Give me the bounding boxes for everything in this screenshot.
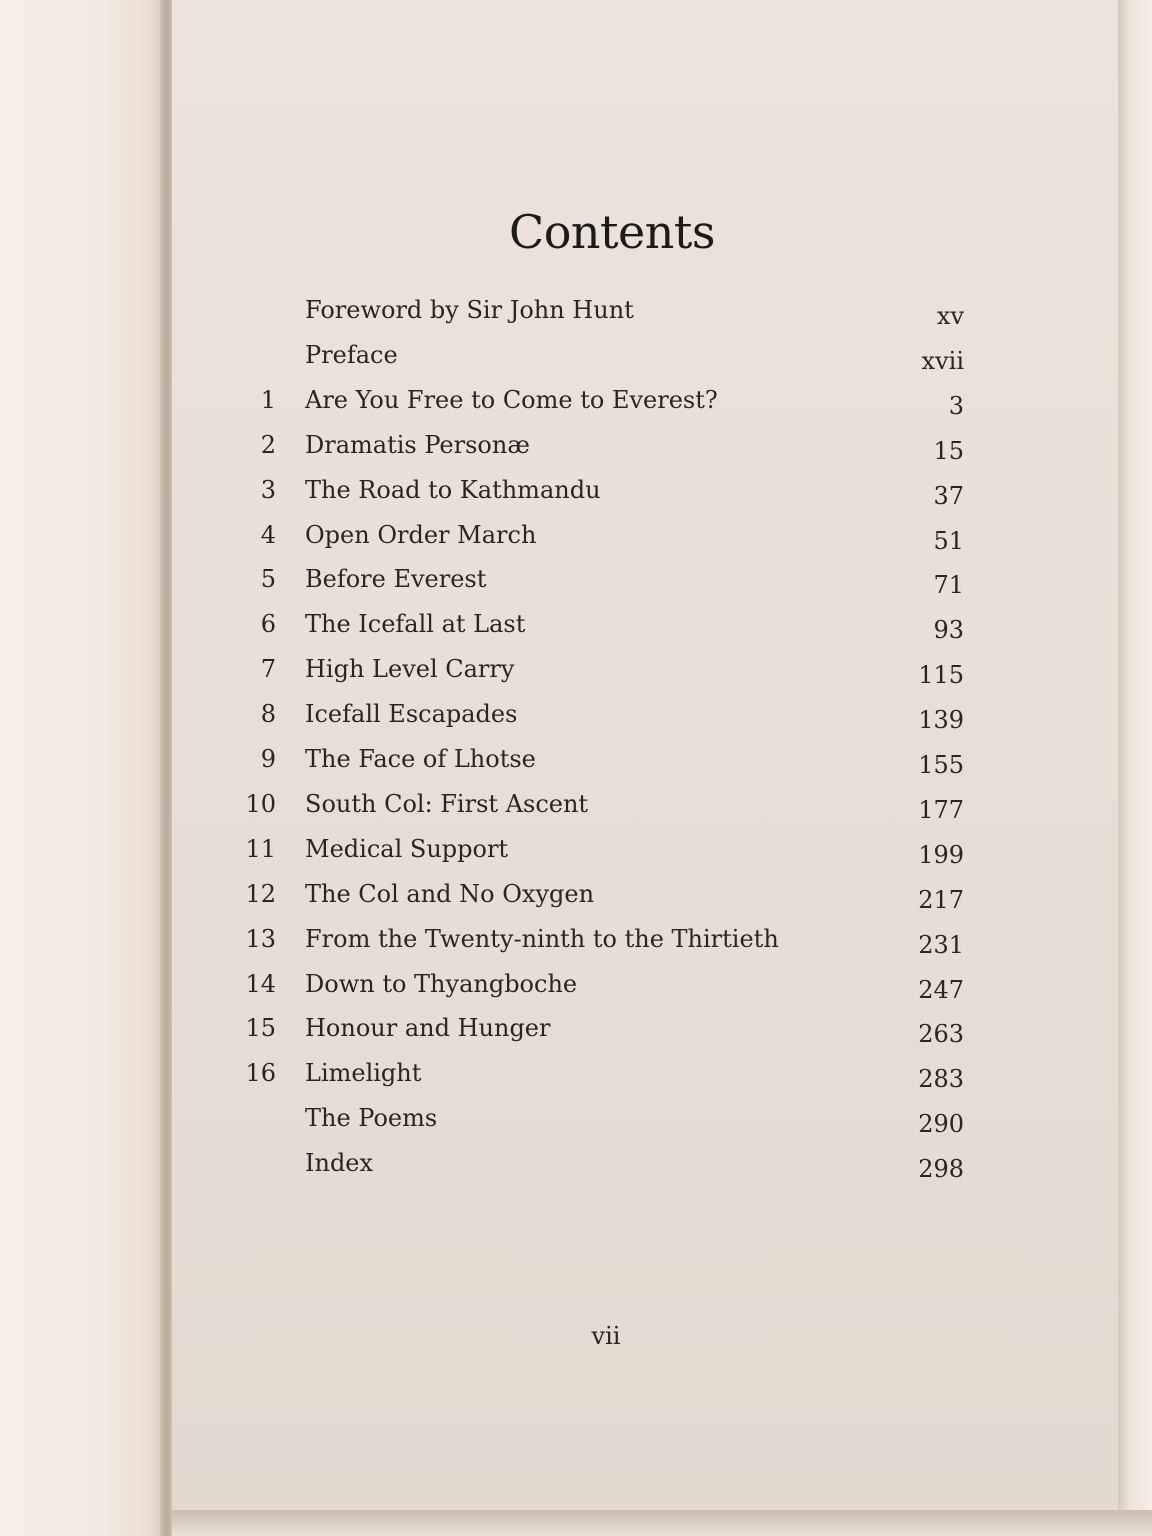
chapter-title: Index [305,1149,374,1178]
toc-entry [0,745,1152,785]
chapter-page-number: 93 [933,616,964,645]
chapter-page-number: 155 [918,751,964,779]
toc-entry [0,970,1152,1010]
chapter-number: 9 [260,745,276,773]
chapter-title: High Level Carry [305,655,515,684]
chapter-title: Dramatis Personæ [305,430,530,459]
toc-entry [0,1104,1152,1144]
toc-entry [0,610,1152,650]
chapter-number: 13 [245,924,276,953]
chapter-title: Are You Free to Come to Everest? [305,385,718,414]
chapter-number: 4 [260,520,276,549]
chapter-number: 5 [260,565,276,594]
chapter-number: 3 [260,475,276,504]
toc-entry [0,925,1152,965]
chapter-number: 12 [245,879,276,908]
chapter-page-number: 298 [918,1155,964,1184]
chapter-title: The Icefall at Last [305,610,526,639]
chapter-title: Before Everest [305,565,487,594]
chapter-number: 2 [260,430,276,459]
chapter-number: 11 [245,834,276,863]
contents-heading: Contents [509,205,715,259]
chapter-title: Honour and Hunger [305,1014,551,1043]
chapter-page-number: 177 [918,795,964,824]
chapter-page-number: 290 [918,1110,964,1139]
chapter-title: Open Order March [305,520,537,549]
chapter-title: Down to Thyangboche [305,969,578,998]
chapter-title: Limelight [305,1059,422,1088]
chapter-title: From the Twenty-ninth to the Thirtieth [305,924,779,953]
chapter-page-number: 71 [933,571,964,600]
toc-entry [0,296,1152,336]
toc-entry [0,880,1152,920]
chapter-title: Preface [305,340,398,369]
toc-entry [0,386,1152,426]
toc-entry [0,835,1152,875]
page-number: vii [591,1322,621,1350]
toc-entry [0,431,1152,471]
chapter-number: 8 [260,700,276,729]
chapter-title: The Road to Kathmandu [305,475,601,504]
toc-entry [0,700,1152,740]
chapter-number: 6 [260,610,276,639]
chapter-page-number: 263 [918,1020,964,1049]
chapter-number: 10 [245,789,276,818]
chapter-title: Icefall Escapades [305,700,518,729]
chapter-title: The Face of Lhotse [305,745,536,773]
chapter-page-number: 217 [918,885,964,914]
chapter-page-number: 283 [918,1065,964,1094]
chapter-page-number: xv [936,302,964,330]
chapter-title: The Poems [305,1104,438,1133]
chapter-page-number: 3 [948,391,964,420]
chapter-page-number: 199 [918,840,964,869]
chapter-title: Foreword by Sir John Hunt [305,296,634,324]
chapter-number: 7 [260,655,276,684]
chapter-title: South Col: First Ascent [305,789,589,818]
toc-entry [0,521,1152,561]
toc-entry [0,476,1152,516]
chapter-number: 1 [260,385,276,414]
chapter-page-number: 247 [918,975,964,1004]
chapter-title: The Col and No Oxygen [305,879,595,908]
toc-entry [0,655,1152,695]
chapter-number: 16 [245,1059,276,1088]
chapter-title: Medical Support [305,834,509,863]
chapter-page-number: 115 [918,661,964,690]
chapter-page-number: 51 [933,526,964,555]
toc-entry [0,1059,1152,1099]
toc-entry [0,565,1152,605]
toc-entry [0,1149,1152,1189]
toc-entry [0,341,1152,381]
chapter-page-number: 231 [918,930,964,959]
chapter-page-number: 139 [918,706,964,735]
chapter-page-number: 37 [933,481,964,510]
chapter-number: 14 [245,969,276,998]
chapter-page-number: 15 [933,436,964,465]
chapter-number: 15 [245,1014,276,1043]
toc-entry [0,790,1152,830]
toc-entry [0,1014,1152,1054]
chapter-page-number: xvii [921,346,964,375]
